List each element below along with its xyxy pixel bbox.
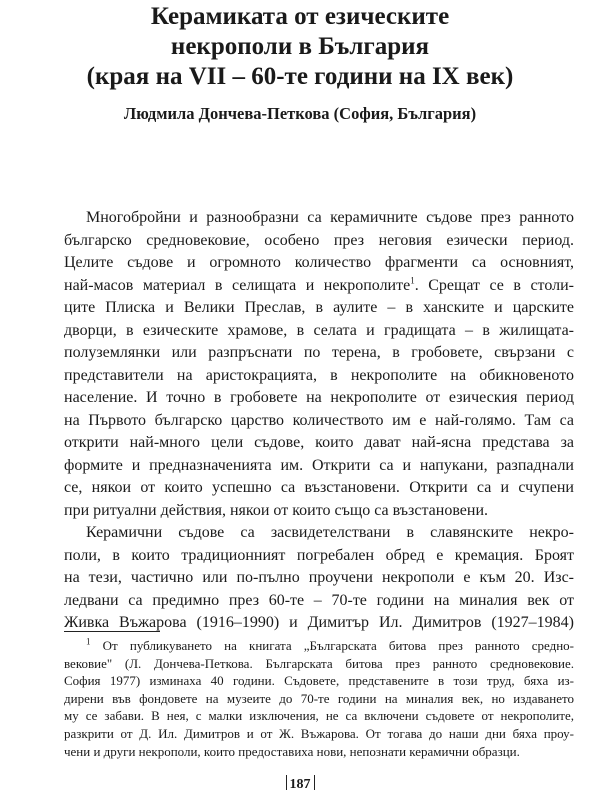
body-text-fragment: Срещат се в столи- [418,276,574,294]
footnote-divider [64,631,160,632]
body-line: полуземлянки или разпръснати по терена, в гробовете, свързани с [64,344,574,361]
body-line-with-footnote: най-масов материал в селищата и некрополите$^1$. Срещат се в столи- [64,275,574,294]
body-text [64,207,574,635]
footnote-line: София 1977) изминаха 40 години. Съдовете, представените в този труд, бяха из- [64,673,574,689]
title-line: некрополи в България [170,33,430,60]
body-line: се, някои от които успешно са възстановени. Открити са и счупени [64,479,574,496]
page-number-value: 187 [289,777,311,792]
body-line: на Първото българско царство количеството им е най-голямо. Там са [64,411,574,429]
body-line: ледвани са предимно през 60-те – 70-те години на миналия век от [64,591,574,609]
footnote-marker: 1 [86,636,91,647]
page-number-bar [286,775,287,790]
body-line: открити най-много цели съдове, които дават най-ясна представа за [64,434,574,451]
footnote-line: разкрити от Д. Ил. Димитров и от Ж. Въжарова. От тогава до наши дни бяха проу- [64,725,574,741]
title-line: (края на VII – 60-те години на IX век) [86,63,514,90]
body-line: българско средновековие, особено през неговия езически период. [64,231,574,249]
footnote [64,637,574,760]
body-line: ците Плиска и Велики Преслав, в аулите – в ханските и царските [64,299,574,316]
page-number [270,775,330,793]
body-line: Керамични съдове са засвидетелствани в славянските некро- [86,524,574,541]
body-text-fragment: най-масов материал в селищата и некрополите [64,276,411,294]
footnote-reference: 1 [410,275,415,286]
page-number-bar [314,775,315,790]
body-line: формите и предназначенията им. Открити са и напукани, разпаднали [64,456,574,474]
body-line: Живка Въжарова (1916–1990) и Димитър Ил. Димитров (1927–1984) [64,614,574,631]
title-line: Керамиката от езическите [150,3,450,30]
footnote-line [64,637,574,655]
body-line: на тези, частично или по-пълно проучени некрополи е към 20. Изс- [64,569,574,586]
body-line: Многобройни и разнообразни са керамичните съдове през ранното [86,209,574,226]
article-title [40,2,560,92]
footnote-line: вековие" (Л. Дончева-Петкова. Българската битова през ранното средновековие. [64,655,574,671]
author-line: Людмила Дончева-Петкова (София, България) [123,104,477,123]
body-line: дворци, в езическите храмове, в селата и градищата – в жилищата- [64,321,574,339]
footnote-line: дирени във фондовете на музеите до 70-те години на миналия век, но издаването [64,690,574,706]
footnote-line: му се забави. В нея, с малки изключения, не са включени съдовете от некрополите, [64,708,574,724]
body-line: при ритуални действия, някои от които също са възстановени. [64,501,488,519]
body-line: население. И точно в гробовете на некрополите от езическия период [64,389,574,406]
footnote-text-fragment: От публикуването на книгата „Българската битова през ранното средно- [90,638,574,653]
body-line: представители на аристокрацията, в некрополите на обикновеното [64,366,574,384]
footnote-line: чени и други некрополи, които предоставиха нови, непознати керамични образци. [64,743,520,759]
body-line: поли, в които традиционният погребален обред е кремация. Броят [64,546,574,564]
body-line: Целите съдове и огромното количество фрагменти са основният, [64,254,574,271]
